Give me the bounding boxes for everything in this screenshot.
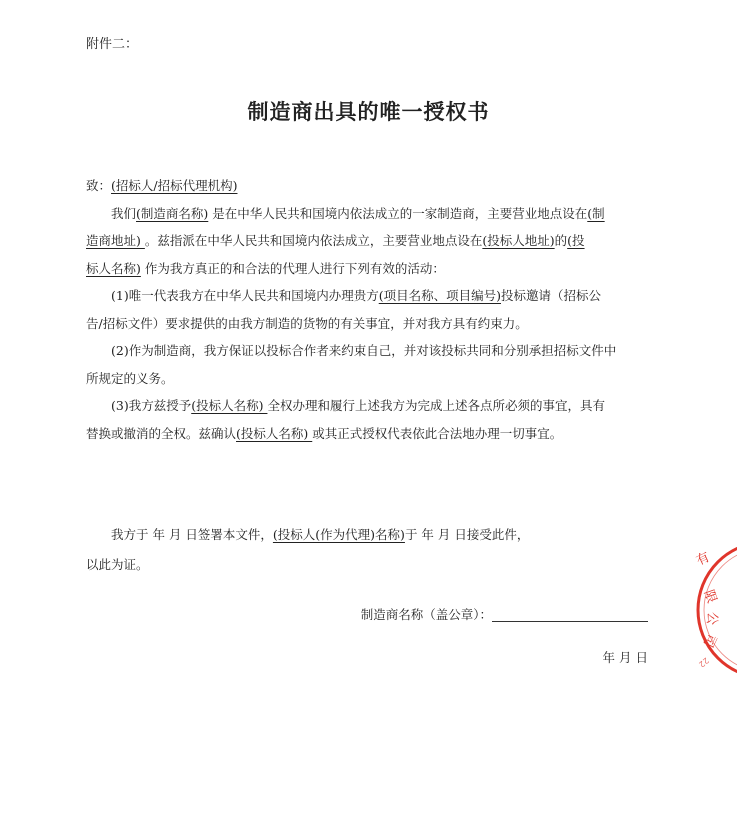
bidder-name-placeholder: (投标人名称) (236, 425, 313, 441)
manufacturer-address-placeholder-cont: 造商地址) (86, 233, 145, 248)
paragraph-4-line-1 (86, 392, 648, 420)
signature-label: 制造商名称（盖公章）： (360, 607, 492, 622)
to-line (86, 172, 648, 200)
company-seal-stamp (694, 540, 737, 680)
text: 。兹指派在中华人民共和国境内依法成立，主要营业地点设在 (144, 233, 483, 248)
svg-text:司: 司 (699, 631, 719, 650)
svg-text:公: 公 (703, 611, 720, 626)
text: 于 年 月 日接受此件， (404, 527, 530, 542)
text: 或其正式授权代表依此合法地办理一切事宜。 (312, 425, 563, 441)
agent-name-placeholder: (投标人(作为代理)名称) (272, 527, 405, 542)
svg-text:有: 有 (694, 549, 713, 570)
document-title: 制造商出具的唯一授权书 (247, 100, 490, 124)
bidder-address-placeholder: (投标人地址) (482, 233, 555, 248)
to-prefix: 致： (86, 178, 112, 193)
closing-line-2: 以此为证。 (86, 557, 149, 572)
paragraph-1-line-2 (86, 227, 648, 255)
paragraph-4-line-2 (86, 420, 648, 448)
project-placeholder: (项目名称、项目编号) (378, 288, 501, 303)
manufacturer-address-placeholder: (制 (587, 205, 605, 221)
paragraph-2-line-1 (86, 282, 648, 310)
bidder-name-placeholder: (投标人名称) (191, 398, 268, 413)
document-body (86, 172, 648, 447)
paragraph-1-line-1 (86, 200, 648, 228)
text: (1)唯一代表我方在中华人民共和国境内办理贵方 (111, 288, 379, 303)
paragraph-1-line-3 (86, 255, 648, 283)
text: 是在中华人民共和国境内依法成立的一家制造商，主要营业地点设在 (208, 205, 588, 221)
svg-text:22: 22 (696, 655, 711, 669)
text: 作为我方真正的和合法的代理人进行下列有效的活动： (144, 260, 445, 276)
svg-text:限: 限 (700, 587, 719, 606)
text: (3)我方兹授予 (111, 398, 192, 413)
recipient-placeholder: (招标人/招标代理机构) (111, 178, 238, 193)
manufacturer-name-placeholder: (制造商名称) (136, 205, 209, 221)
signature-block (361, 605, 648, 623)
text: 的 (554, 233, 568, 248)
signature-line (492, 606, 648, 622)
text: 全权办理和履行上述我方为完成上述各点所必须的事宜，具有 (267, 398, 605, 413)
paragraph-3-line-1: (2)作为制造商，我方保证以投标合作者来约束自己，并对该投标共同和分别承担招标文件中 (111, 343, 617, 358)
bidder-name-placeholder: (投 (567, 233, 585, 248)
text: 投标邀请（招标公 (500, 288, 601, 303)
text: 我们 (111, 205, 137, 221)
text: 替换或撤消的全权。兹确认 (86, 425, 237, 441)
closing-statement (86, 520, 648, 580)
paragraph-2-line-2: 告/招标文件）要求提供的由我方制造的货物的有关事宜，并对我方具有约束力。 (86, 315, 528, 331)
text: 我方于 年 月 日签署本文件， (111, 527, 273, 542)
closing-line-1 (86, 520, 648, 550)
signature-date: 年 月 日 (602, 650, 648, 665)
paragraph-3-line-2: 所规定的义务。 (86, 370, 174, 386)
annex-label: 附件二： (86, 37, 139, 52)
bidder-name-placeholder-cont: 标人名称) (86, 260, 141, 276)
